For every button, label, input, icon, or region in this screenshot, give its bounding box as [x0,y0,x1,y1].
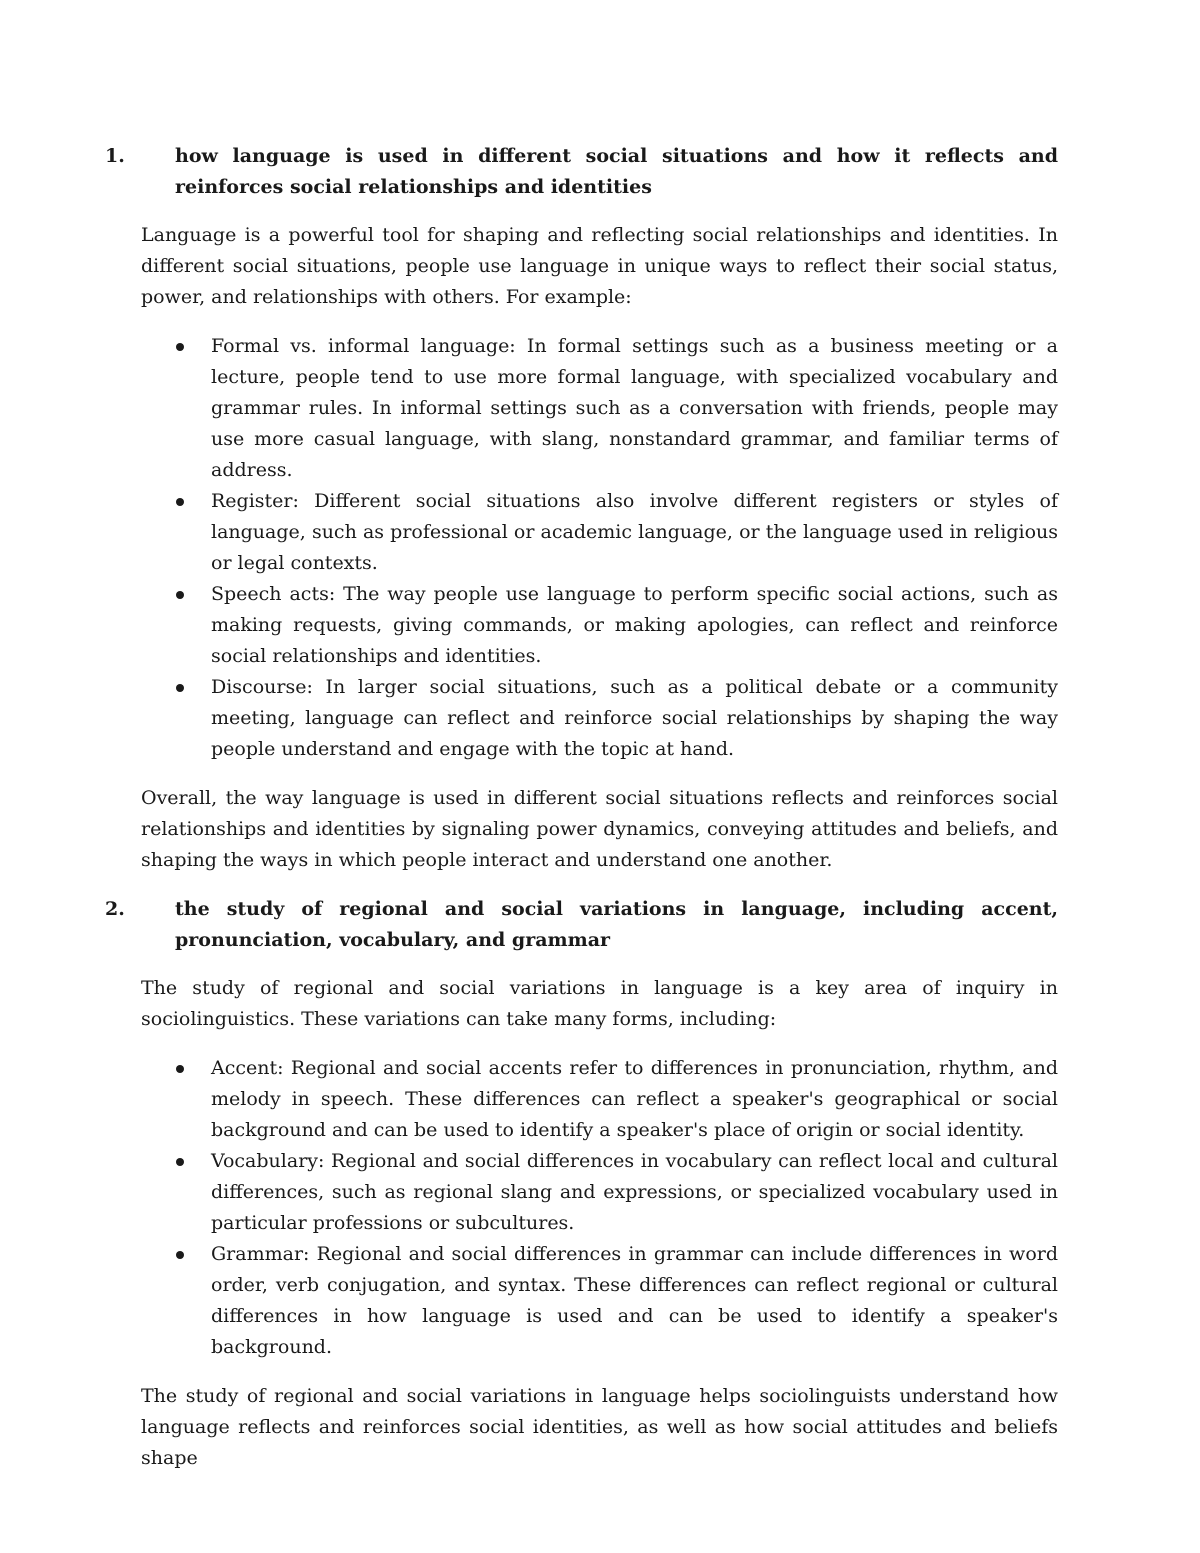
list-item-text: Accent: Regional and social accents refer to differences in pronunciation, rhythm, and melody in speech. These differences can reflect a speaker's geographical or social background and can be used to identify a speaker's place of origin or social identity. [211,1057,1058,1141]
section-heading-text: the study of regional and social variations in language, including accent, pronunciation, vocabulary, and grammar [175,898,1058,951]
bullet-icon [141,1146,211,1239]
list-item [141,486,1058,579]
bullet-list [141,1053,1058,1363]
section-heading [105,141,1058,203]
list-item-text: Vocabulary: Regional and social differences in vocabulary can reflect local and cultural differences, such as regional slang and expressions, or specialized vocabulary used in particular professions or subcultures. [211,1150,1058,1234]
list-item-text: Grammar: Regional and social differences in grammar can include differences in word order, verb conjugation, and syntax. These differences can reflect regional or cultural differences in how language is used and can be used to identify a speaker's background. [211,1243,1058,1358]
bullet-icon [141,486,211,579]
section-2 [105,894,1058,1474]
section-1 [105,141,1058,876]
bullet-icon [141,579,211,672]
list-item [141,1239,1058,1363]
intro-paragraph: The study of regional and social variations in language is a key area of inquiry in sociolinguistics. These variations can take many forms, including: [141,977,1058,1030]
intro-paragraph: Language is a powerful tool for shaping and reflecting social relationships and identities. In different social situations, people use language in unique ways to reflect their social status, power, and relationships with others. For example: [141,224,1058,308]
list-item-text: Register: Different social situations also involve different registers or styles of language, such as professional or academic language, or the language used in religious or legal contexts. [211,490,1058,574]
list-item [141,1053,1058,1146]
list-item-text: Speech acts: The way people use language to perform specific social actions, such as making requests, giving commands, or making apologies, can reflect and reinforce social relationships and identities. [211,583,1058,667]
conclusion-paragraph: Overall, the way language is used in different social situations reflects and reinforces social relationships and identities by signaling power dynamics, conveying attitudes and beliefs, and shaping the ways in which people interact and understand one another. [141,787,1058,871]
list-item-text: Discourse: In larger social situations, such as a political debate or a community meeting, language can reflect and reinforce social relationships by shaping the way people understand and engage with the topic at hand. [211,676,1058,760]
bullet-icon [141,1053,211,1146]
bullet-icon [141,331,211,486]
bullet-list [141,331,1058,765]
section-number: 2. [105,898,125,920]
list-item-text: Formal vs. informal language: In formal settings such as a business meeting or a lecture, people tend to use more formal language, with specialized vocabulary and grammar rules. In informal settings such as a conversation with friends, people may use more casual language, with slang, nonstandard grammar, and familiar terms of address. [211,335,1058,481]
list-item [141,672,1058,765]
list-item [141,1146,1058,1239]
conclusion-paragraph: The study of regional and social variations in language helps sociolinguists understand how language reflects and reinforces social identities, as well as how social attitudes and beliefs shape [141,1385,1058,1469]
section-heading [105,894,1058,956]
bullet-icon [141,1239,211,1363]
list-item [141,579,1058,672]
section-heading-text: how language is used in different social situations and how it reflects and reinforces social relationships and identities [175,145,1058,198]
list-item [141,331,1058,486]
section-number: 1. [105,145,125,167]
bullet-icon [141,672,211,765]
